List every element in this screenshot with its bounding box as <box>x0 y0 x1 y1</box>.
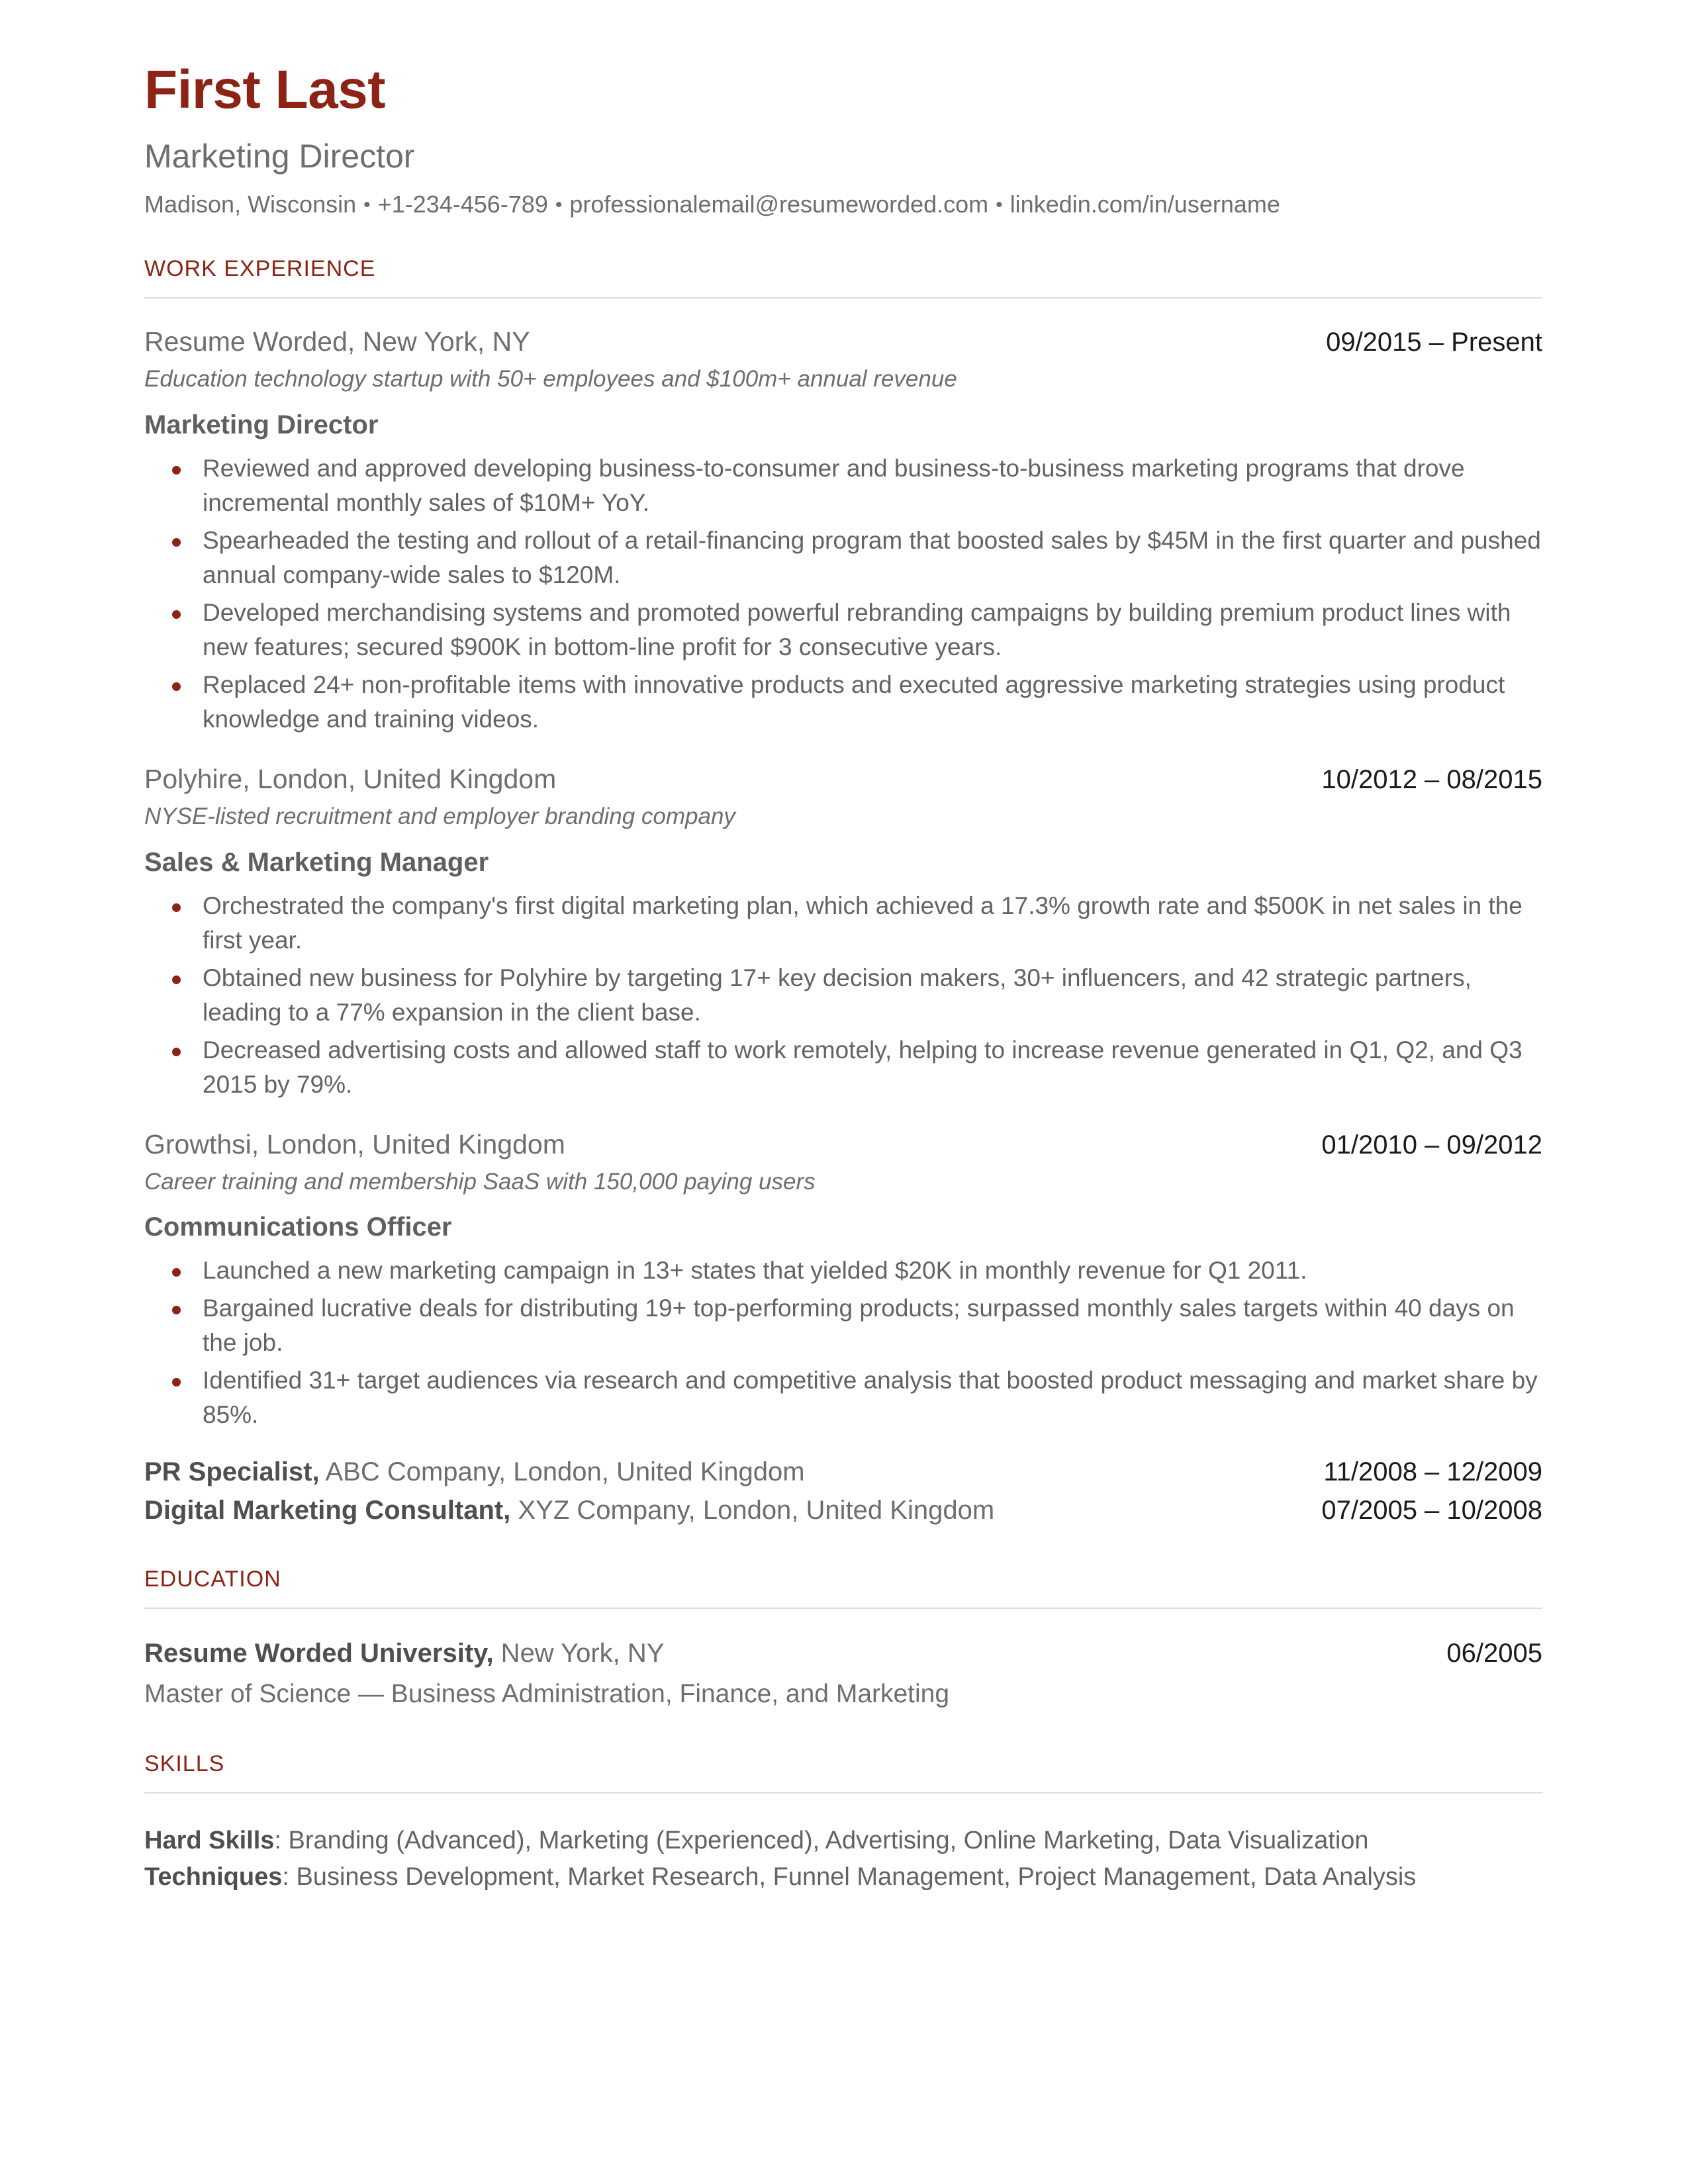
job-company: Resume Worded, New York, NY <box>144 326 530 357</box>
job-bullet: Replaced 24+ non-profitable items with innovative products and executed aggressive marketing strategies using product knowledge and training videos. <box>144 668 1542 737</box>
contact-separator-1: • <box>363 194 371 216</box>
job-bullet: Bargained lucrative deals for distributing 19+ top-performing products; surpassed monthly sales targets within 40 days on the job. <box>144 1291 1542 1361</box>
contact-line <box>144 193 1542 216</box>
job-entry <box>144 326 1542 737</box>
candidate-name: First Last <box>144 60 386 120</box>
skills-block <box>144 1823 1542 1895</box>
short-role-dates: 07/2005 – 10/2008 <box>1321 1496 1542 1525</box>
education-school-text <box>144 1637 664 1670</box>
job-title: Marketing Director <box>144 410 379 439</box>
job-bullet: Orchestrated the company's first digital marketing plan, which achieved a 17.3% growth rate and $500K in net sales in the first year. <box>144 889 1542 958</box>
job-bullet-list <box>144 889 1542 1103</box>
skill-category-label: Techniques <box>144 1862 283 1891</box>
short-role-title: PR Specialist, <box>144 1457 320 1487</box>
job-bullet: Developed merchandising systems and promoted powerful rebranding campaigns by building premium product lines with new features; secured $900K in bottom-line profit for 3 consecutive years. <box>144 596 1542 665</box>
job-bullet-list <box>144 451 1542 737</box>
skill-line <box>144 1823 1542 1859</box>
job-dates: 09/2015 – Present <box>1326 328 1542 357</box>
job-dates: 10/2012 – 08/2015 <box>1321 764 1542 794</box>
education-entry <box>144 1637 1542 1711</box>
job-header-row <box>144 764 1542 795</box>
contact-separator-2: • <box>555 194 563 216</box>
job-bullet: Decreased advertising costs and allowed staff to work remotely, helping to increase revenue generated in Q1, Q2, and Q3 2015 by 79%. <box>144 1033 1542 1103</box>
job-bullet: Reviewed and approved developing business-to-consumer and business-to-business marketing programs that drove incremental monthly sales of $10M+ YoY. <box>144 451 1542 521</box>
skill-line <box>144 1859 1542 1895</box>
job-bullet: Obtained new business for Polyhire by targeting 17+ key decision makers, 30+ influencers, and 42 strategic partners, leading to a 77% expansion in the client base. <box>144 961 1542 1030</box>
job-bullet: Launched a new marketing campaign in 13+ states that yielded $20K in monthly revenue for Q1 2011. <box>144 1253 1542 1289</box>
job-company-description: Career training and membership SaaS with 150,000 paying users <box>144 1168 816 1195</box>
job-header-row <box>144 326 1542 357</box>
education-degree: Master of Science — Business Administration, Finance, and Marketing <box>144 1680 950 1709</box>
skill-category-values: : Business Development, Market Research, Funnel Management, Project Management, Data Analysis <box>282 1862 1417 1891</box>
short-role-dates: 11/2008 – 12/2009 <box>1323 1457 1542 1487</box>
short-role-entry <box>144 1494 1542 1527</box>
job-company-description: Education technology startup with 50+ employees and $100m+ annual revenue <box>144 366 957 392</box>
education-location: New York, NY <box>493 1639 665 1668</box>
short-role-entry <box>144 1455 1542 1488</box>
education-dates: 06/2005 <box>1446 1639 1542 1668</box>
short-role-row <box>144 1494 1542 1527</box>
job-bullet: Spearheaded the testing and rollout of a retail-financing program that boosted sales by $45M in the first quarter and pushed annual company-wide sales to $120M. <box>144 523 1542 593</box>
section-divider-education <box>144 1608 1542 1609</box>
short-role-title: Digital Marketing Consultant, <box>144 1496 511 1525</box>
section-heading-skills: SKILLS <box>144 1751 225 1776</box>
job-title: Sales & Marketing Manager <box>144 847 489 877</box>
skill-category-label: Hard Skills <box>144 1826 275 1854</box>
contact-email[interactable]: professionalemail@resumeworded.com <box>569 191 989 218</box>
contact-linkedin[interactable]: linkedin.com/in/username <box>1009 191 1280 218</box>
job-bullet-list <box>144 1253 1542 1433</box>
contact-separator-3: • <box>996 194 1003 216</box>
job-company: Polyhire, London, United Kingdom <box>144 763 557 794</box>
candidate-headline: Marketing Director <box>144 138 415 175</box>
job-entry <box>144 764 1542 1103</box>
short-role-row <box>144 1455 1542 1488</box>
section-divider-skills <box>144 1792 1542 1794</box>
education-school: Resume Worded University, <box>144 1639 494 1668</box>
resume-header <box>144 60 1542 218</box>
section-divider-work <box>144 297 1542 298</box>
education-header-row <box>144 1637 1542 1670</box>
contact-location: Madison, Wisconsin <box>144 191 357 218</box>
short-role-text <box>144 1494 994 1527</box>
job-entry <box>144 1129 1542 1433</box>
skill-category-values: : Branding (Advanced), Marketing (Experienced), Advertising, Online Marketing, Data Visualization <box>274 1826 1369 1854</box>
job-company: Growthsi, London, United Kingdom <box>144 1128 565 1160</box>
short-role-company: ABC Company, London, United Kingdom <box>319 1457 805 1487</box>
short-role-company: XYZ Company, London, United Kingdom <box>510 1496 995 1525</box>
job-title: Communications Officer <box>144 1212 452 1242</box>
short-role-text <box>144 1455 805 1488</box>
section-heading-education: EDUCATION <box>144 1567 281 1592</box>
job-dates: 01/2010 – 09/2012 <box>1321 1130 1542 1160</box>
section-heading-work-experience: WORK EXPERIENCE <box>144 256 376 281</box>
job-header-row <box>144 1129 1542 1160</box>
job-company-description: NYSE-listed recruitment and employer branding company <box>144 803 735 830</box>
contact-phone: +1-234-456-789 <box>377 191 548 218</box>
job-bullet: Identified 31+ target audiences via research and competitive analysis that boosted product messaging and market share by 85%. <box>144 1363 1542 1433</box>
